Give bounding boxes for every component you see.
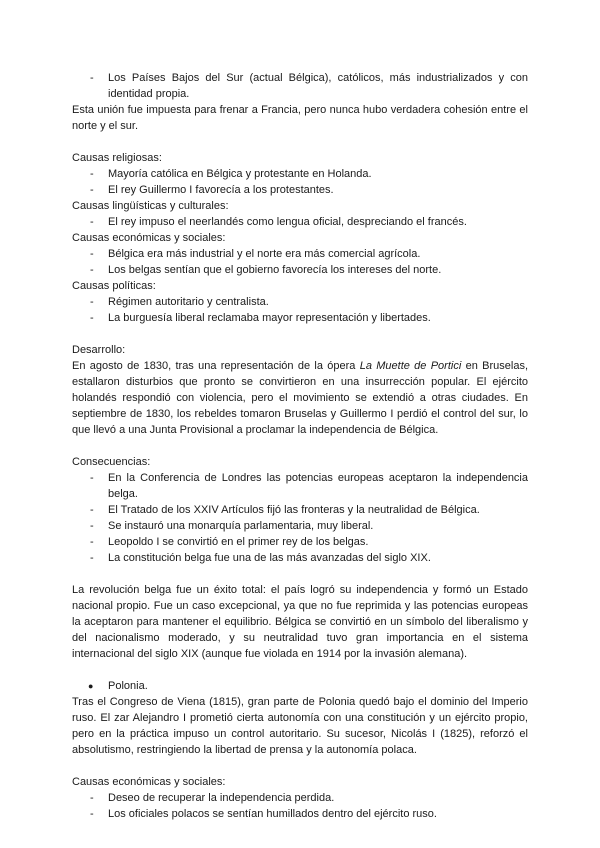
intro-list [72,70,528,102]
dash-marker: - [90,520,94,532]
political-causes-list [72,294,528,326]
list-item: - Se instauró una monarquía parlamentaria, muy liberal. [90,520,374,532]
consequences-list [72,470,528,566]
section-heading: Causas económicas y sociales: [72,232,226,244]
economic-causes-list [72,246,528,278]
list-item: - Mayoría católica en Bélgica y protestante en Holanda. [90,168,372,180]
list-item: - Los oficiales polacos se sentían humillados dentro del ejército ruso. [90,808,437,820]
polonia-causes-list [72,790,528,822]
list-item: - Los Países Bajos del Sur (actual Bélgica), católicos, más industrializados y con identidad propia. [90,72,528,100]
dash-marker: - [90,792,94,804]
dash-marker: - [90,296,94,308]
list-item: - Los belgas sentían que el gobierno favorecía los intereses del norte. [90,264,442,276]
bullet-icon: ● [88,681,94,691]
list-item: - En la Conferencia de Londres las potencias europeas aceptaron la independencia belga. [90,472,528,500]
section-heading: Causas económicas y sociales: [72,776,226,788]
list-item: - El Tratado de los XXIV Artículos fijó las fronteras y la neutralidad de Bélgica. [90,504,480,516]
section-heading: Consecuencias: [72,456,151,468]
dash-marker: - [90,184,94,196]
opera-title: La Muette de Portici [359,360,462,372]
list-item: - El rey Guillermo I favorecía a los protestantes. [90,184,334,196]
list-item: - La constitución belga fue una de las más avanzadas del siglo XIX. [90,552,431,564]
list-item: - Deseo de recuperar la independencia perdida. [90,792,335,804]
list-item: - Leopoldo I se convirtió en el primer rey de los belgas. [90,536,369,548]
polonia-heading [72,678,528,694]
dash-marker: - [90,808,94,820]
development-paragraph: En agosto de 1830, tras una representación de la ópera La Muette de Portici en Bruselas, estallaron disturbios que pronto se convirtieron en una insurrección popular. El ejército holandés respondió con violencia, pero el movimiento se extendió a otras ciudades. En septiembre de 1830, los rebeldes tomaron Bruselas y Guillermo I perdió el control del sur, lo que llevó a una Junta Provisional a proclamar la independencia de Bélgica. [72,360,528,436]
linguistic-causes-list [72,214,528,230]
list-item: - El rey impuso el neerlandés como lengua oficial, despreciando el francés. [90,216,467,228]
conclusion-paragraph: La revolución belga fue un éxito total: el país logró su independencia y formó un Estado nacional propio. Fue un caso excepcional, ya que no fue reprimida y las potencias europeas la aceptaron para mantener el equilibrio. Bélgica se convirtió en un símbolo del liberalismo y del nacionalismo moderado, y su neutralidad tuvo gran importancia en el sistema internacional del siglo XIX (aunque fue violada en 1914 por la invasión alemana). [72,584,528,660]
religious-causes-list [72,166,528,198]
dash-marker: - [90,168,94,180]
polonia-paragraph: Tras el Congreso de Viena (1815), gran parte de Polonia quedó bajo el dominio del Imperio ruso. El zar Alejandro I prometió cierta autonomía con una constitución y un ejército propio, pero en la práctica impuso un control autoritario. Su sucesor, Nicolás I (1825), reforzó el absolutismo, restringiendo la libertad de prensa y la autonomía polaca. [72,696,528,756]
dash-marker: - [90,536,94,548]
dash-marker: - [90,552,94,564]
list-item: - La burguesía liberal reclamaba mayor representación y libertades. [90,312,431,324]
dash-marker: - [90,248,94,260]
list-item: - Régimen autoritario y centralista. [90,296,269,308]
union-paragraph: Esta unión fue impuesta para frenar a Francia, pero nunca hubo verdadera cohesión entre el norte y el sur. [72,104,528,132]
dash-marker: - [90,312,94,324]
section-heading: Causas religiosas: [72,152,162,164]
section-heading: Desarrollo: [72,344,126,356]
polonia-title: Polonia. [108,680,148,692]
dash-marker: - [90,472,94,484]
section-heading: Causas lingüísticas y culturales: [72,200,229,212]
dash-marker: - [90,504,94,516]
dash-marker: - [90,72,94,84]
document-page [72,70,528,822]
dash-marker: - [90,216,94,228]
list-item: - Bélgica era más industrial y el norte era más comercial agrícola. [90,248,421,260]
dash-marker: - [90,264,94,276]
section-heading: Causas políticas: [72,280,156,292]
